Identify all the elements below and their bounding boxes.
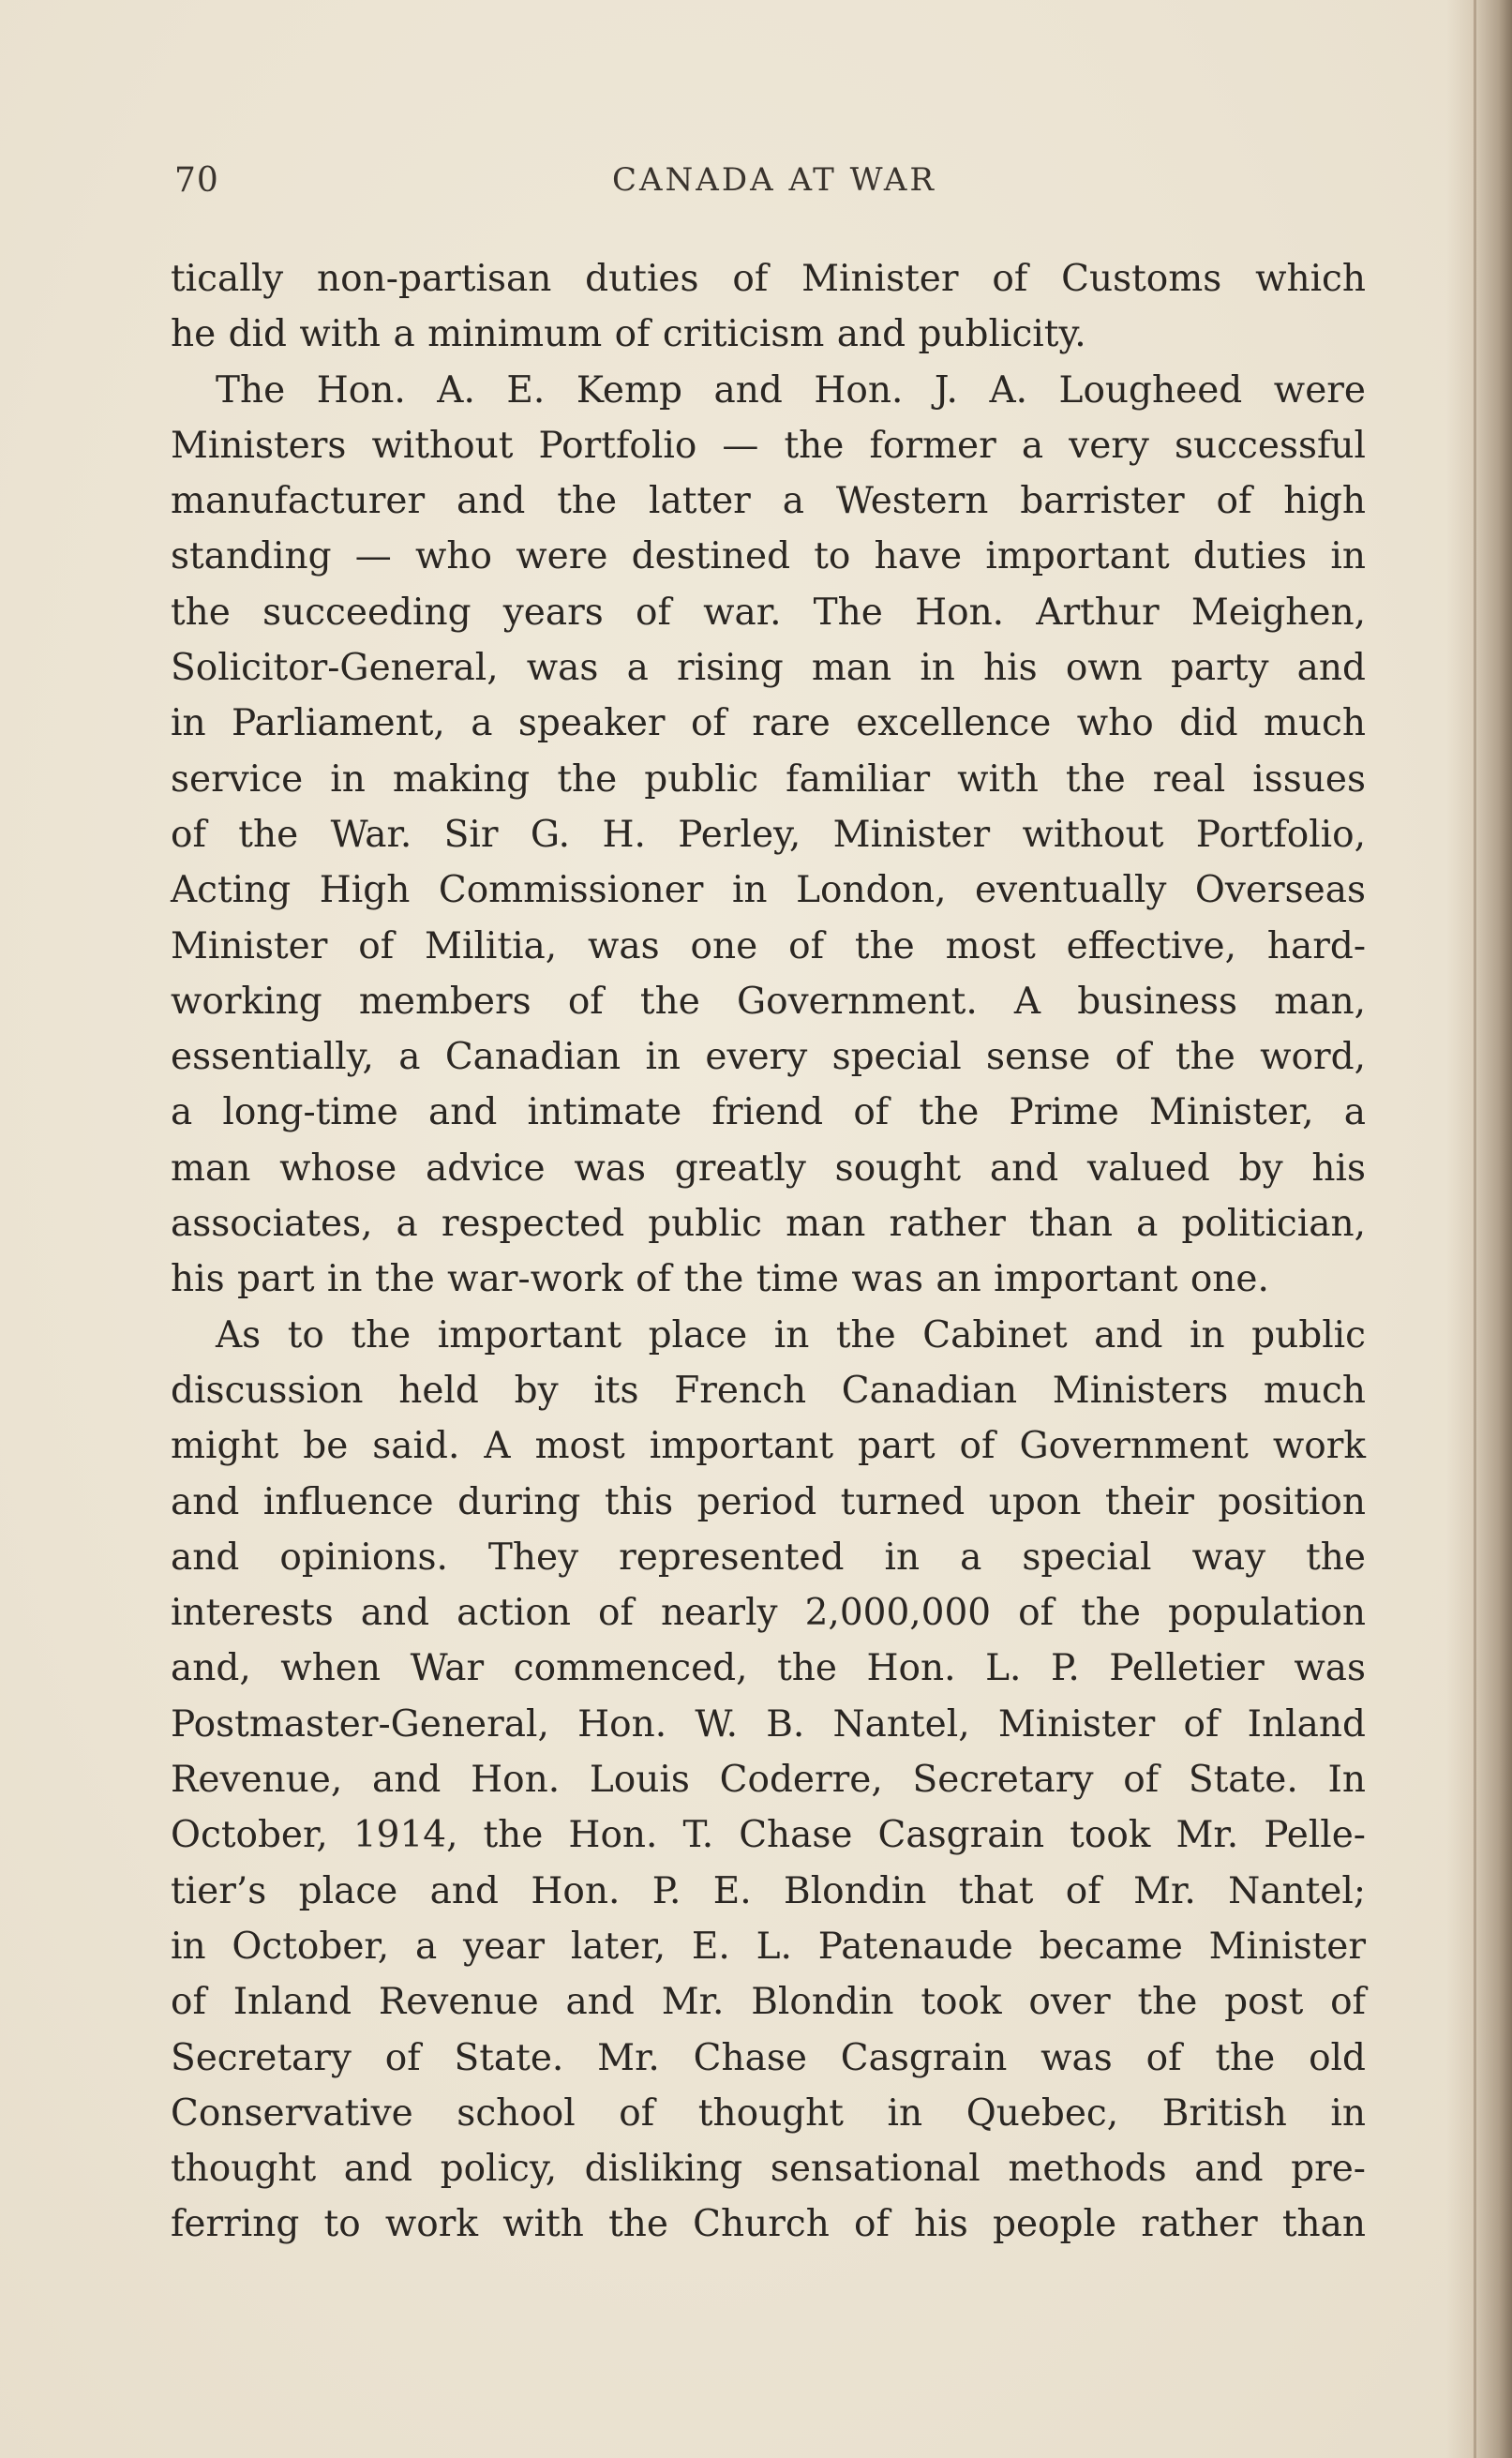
text-line: the succeeding years of war. The Hon. Arthur Meighen, bbox=[171, 591, 1366, 634]
page-edge-line bbox=[1474, 0, 1476, 2458]
text-line: might be said. A most important part of Government work bbox=[171, 1425, 1366, 1468]
text-line: Acting High Commissioner in London, eventually Overseas bbox=[171, 869, 1366, 912]
text-line: essentially, a Canadian in every special sense of the word, bbox=[171, 1036, 1366, 1079]
page-edge-shadow bbox=[1446, 0, 1512, 2458]
text-line: of Inland Revenue and Mr. Blondin took over the post of bbox=[171, 1981, 1366, 2024]
body-text bbox=[171, 251, 1366, 2253]
page-number: 70 bbox=[174, 161, 219, 200]
text-line: Conservative school of thought in Quebec, British in bbox=[171, 2091, 1366, 2135]
text-line: and, when War commenced, the Hon. L. P. Pelletier was bbox=[171, 1647, 1366, 1690]
text-line: October, 1914, the Hon. T. Chase Casgrain took Mr. Pelle- bbox=[171, 1814, 1366, 1857]
text-line: ferring to work with the Church of his people rather than bbox=[171, 2203, 1366, 2246]
page-header bbox=[174, 161, 1374, 208]
text-line: manufacturer and the latter a Western barrister of high bbox=[171, 480, 1366, 523]
text-line: Minister of Militia, was one of the most effective, hard- bbox=[171, 924, 1366, 967]
text-line: service in making the public familiar with the real issues bbox=[171, 757, 1366, 801]
text-line: in Parliament, a speaker of rare excellence who did much bbox=[171, 702, 1366, 745]
text-line: standing — who were destined to have important duties in bbox=[171, 535, 1366, 578]
text-line: Secretary of State. Mr. Chase Casgrain was of the old bbox=[171, 2036, 1366, 2079]
text-line: a long-time and intimate friend of the Prime Minister, a bbox=[171, 1091, 1366, 1134]
text-line: tically non-partisan duties of Minister of Customs which bbox=[171, 258, 1366, 300]
text-line: tier’s place and Hon. P. E. Blondin that of Mr. Nantel; bbox=[171, 1869, 1366, 1912]
text-line: man whose advice was greatly sought and valued by his bbox=[171, 1147, 1366, 1190]
text-line: he did with a minimum of criticism and publicity. bbox=[171, 313, 1086, 356]
text-line: Postmaster-General, Hon. W. B. Nantel, Minister of Inland bbox=[171, 1702, 1366, 1746]
text-line: of the War. Sir G. H. Perley, Minister without Portfolio, bbox=[171, 813, 1366, 856]
text-line: Ministers without Portfolio — the former a very successful bbox=[171, 424, 1366, 467]
text-line: thought and policy, disliking sensational methods and pre- bbox=[171, 2148, 1366, 2191]
text-line: Solicitor-General, was a rising man in his own party and bbox=[171, 647, 1366, 690]
text-line: working members of the Government. A business man, bbox=[171, 980, 1366, 1023]
paragraph-start-line: As to the important place in the Cabinet and in public bbox=[216, 1313, 1366, 1356]
text-line: and influence during this period turned upon their position bbox=[171, 1480, 1366, 1523]
text-line: associates, a respected public man rather than a politician, bbox=[171, 1203, 1366, 1246]
text-line: discussion held by its French Canadian Ministers much bbox=[171, 1369, 1366, 1412]
text-line: interests and action of nearly 2,000,000 of the population bbox=[171, 1592, 1366, 1635]
text-line: his part in the war-work of the time was an important one. bbox=[171, 1258, 1269, 1301]
paragraph-start-line: The Hon. A. E. Kemp and Hon. J. A. Lougheed were bbox=[216, 368, 1366, 412]
text-line: in October, a year later, E. L. Patenaude became Minister bbox=[171, 1925, 1366, 1968]
running-title: CANADA AT WAR bbox=[611, 161, 937, 199]
text-line: and opinions. They represented in a special way the bbox=[171, 1536, 1366, 1579]
text-line: Revenue, and Hon. Louis Coderre, Secretary of State. In bbox=[171, 1759, 1366, 1802]
